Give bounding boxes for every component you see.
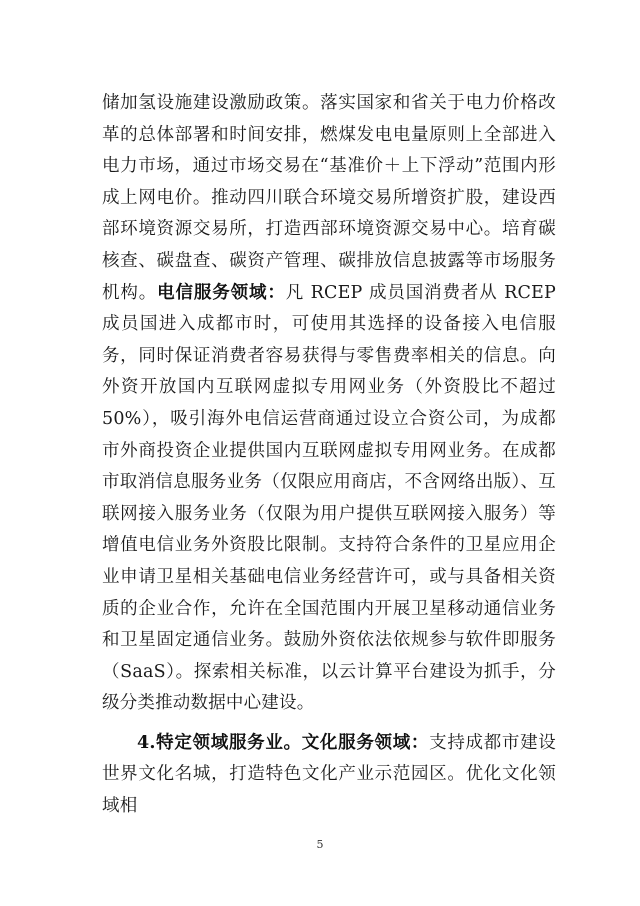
paragraph-text-telecom: 凡 RCEP 成员国消费者从 RCEP 成员国进入成都市时，可使用其选择的设备接入电信服务，同时保证消费者容易获得与零售费率相关的信息。向外资开放国内互联网虚拟专用网业务（外资股比不超过 50%），吸引海外电信运营商通过设立合资公司，为成都市外商投资企业提供国内互联网虚拟专用网业务。在成都市取消信息服务业务（仅限应用商店，不含网络出版）、互联网接入服务业务（仅限为用户提供互联网接入服务）等增值电信业务外资股比限制。支持符合条件的卫星应用企业申请卫星相关基础电信业务经营许可，或与具备相关资质的企业合作，允许在全国范围内开展卫星移动通信业务和卫星固定通信业务。鼓励外资依法依规参与软件即服务（SaaS）。探索相关标准，以云计算平台建设为抓手，分级分类推动数据中心建设。	[102, 282, 556, 714]
page-number: 5	[316, 838, 324, 851]
body-text	[102, 88, 556, 823]
section-heading-culture: 4.特定领域服务业。文化服务领域：	[137, 732, 430, 753]
paragraph-energy-telecom	[102, 88, 556, 720]
paragraph-culture	[102, 728, 556, 823]
paragraph-text-energy: 储加氢设施建设激励政策。落实国家和省关于电力价格改革的总体部署和时间安排，燃煤发电电量原则上全部进入电力市场，通过市场交易在“基准价＋上下浮动”范围内形成上网电价。推动四川联合环境交易所增资扩股，建设西部环境资源交易所，打造西部环境资源交易中心。培育碳核查、碳盘查、碳资产管理、碳排放信息披露等市场服务机构。	[102, 93, 556, 303]
paragraph-text-culture: 支持成都市建设世界文化名城，打造特色文化产业示范园区。优化文化领域相	[102, 732, 557, 817]
section-heading-telecom: 电信服务领域：	[157, 282, 286, 303]
